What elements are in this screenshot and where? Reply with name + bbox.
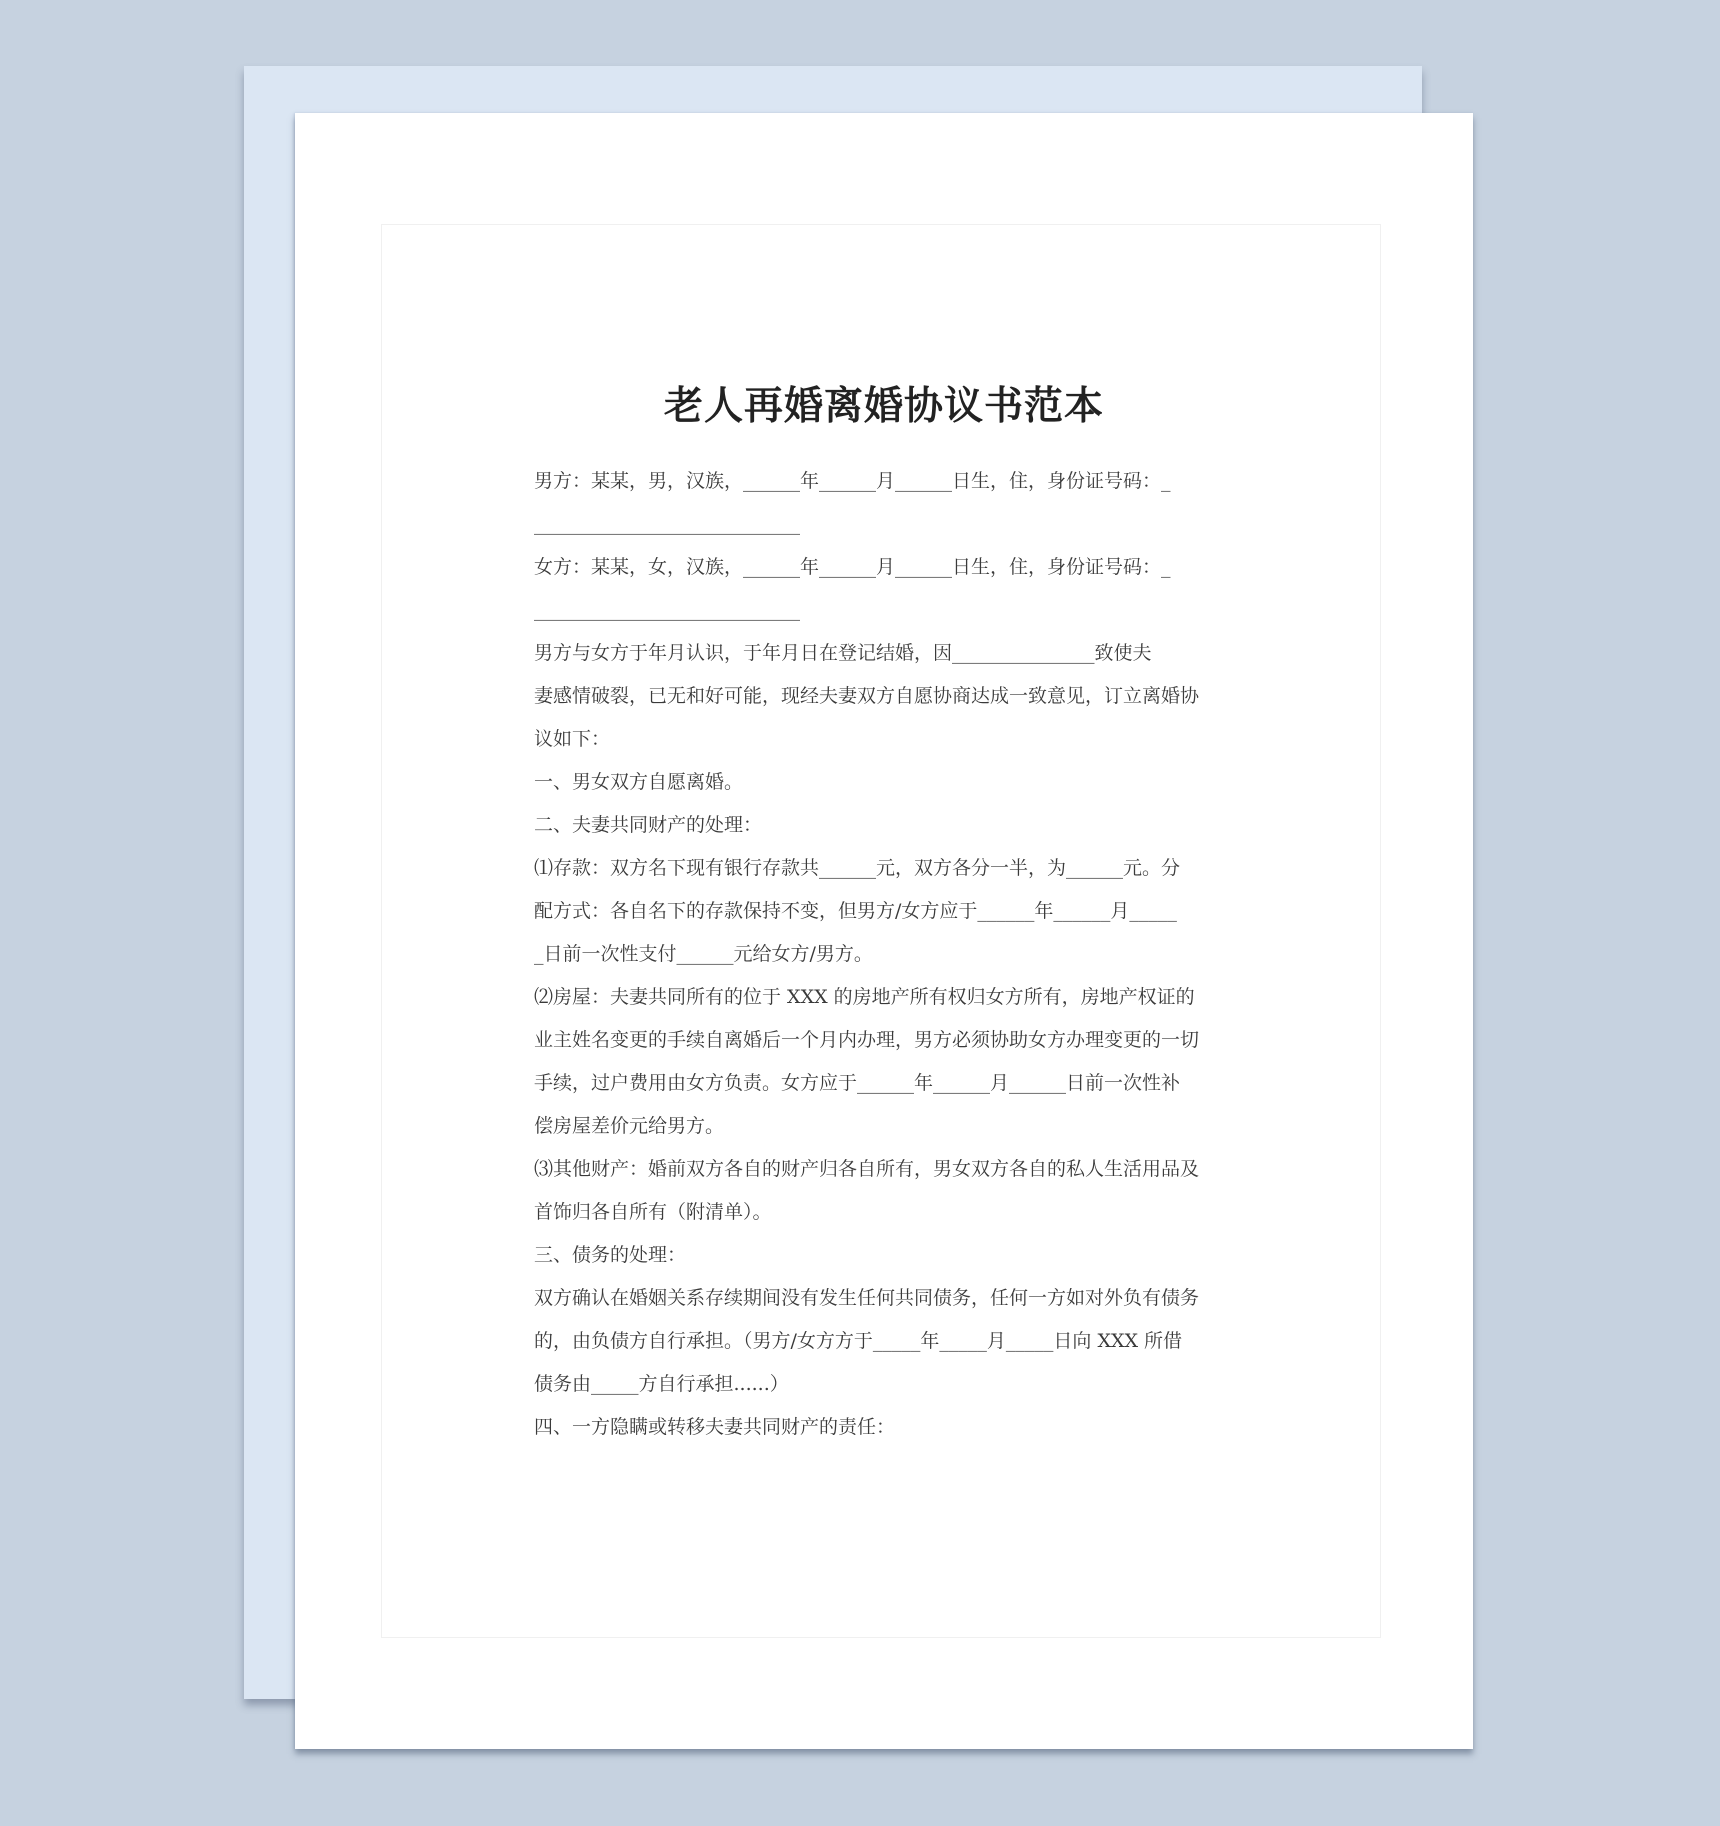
clause-2-house-line-1: ⑵房屋：夫妻共同所有的位于 XXX 的房地产所有权归女方所有，房地产权证的 [534,986,1195,1008]
clause-2-heading: 二、夫妻共同财产的处理： [534,814,763,836]
clause-2-other-line-1: ⑶其他财产：婚前双方各自的财产归各自所有，男女双方各自的私人生活用品及 [534,1158,1200,1180]
clause-2-other-line-2: 首饰归各自所有（附清单）。 [534,1201,772,1223]
clause-3-line-3: 债务由_____方自行承担......） [534,1373,789,1395]
clause-2-house-line-2: 业主姓名变更的手续自离婚后一个月内办理，男方必须协助女方办理变更的一切 [534,1029,1200,1051]
preamble-line-3: 议如下： [534,728,611,750]
document-title: 老人再婚离婚协议书范本 [663,384,1104,429]
preamble-line-2: 妻感情破裂，已无和好可能，现经夫妻双方自愿协商达成一致意见，订立离婚协 [534,685,1200,707]
clause-3-heading: 三、债务的处理： [534,1244,687,1266]
clause-1-heading: 一、男女双方自愿离婚。 [534,771,744,793]
party-male-id-blank: ____________________________ [534,513,800,535]
clause-3-line-1: 双方确认在婚姻关系存续期间没有发生任何共同债务，任何一方如对外负有债务 [534,1287,1200,1309]
clause-3-line-2: 的，由负债方自行承担。（男方/女方方于_____年_____月_____日向 XXX 所借 [534,1330,1183,1352]
document-body [534,460,1234,1449]
document-page [295,113,1473,1749]
clause-2-house-line-4: 偿房屋差价元给男方。 [534,1115,725,1137]
clause-2-deposit-line-3: _日前一次性支付______元给女方/男方。 [534,943,873,965]
clause-2-house-line-3: 手续，过户费用由女方负责。女方应于______年______月______日前一次性补 [534,1072,1181,1094]
party-male-line: 男方：某某，男，汉族，______年______月______日生，住，身份证号码：_ [534,470,1171,492]
clause-4-heading: 四、一方隐瞒或转移夫妻共同财产的责任： [534,1416,896,1438]
clause-2-deposit-line-1: ⑴存款：双方名下现有银行存款共______元，双方各分一半，为______元。分 [534,857,1181,879]
preamble-line-1: 男方与女方于年月认识，于年月日在登记结婚，因_______________致使夫 [534,642,1152,664]
party-female-line: 女方：某某，女，汉族，______年______月______日生，住，身份证号码：_ [534,556,1171,578]
clause-2-deposit-line-2: 配方式：各自名下的存款保持不变，但男方/女方应于______年______月_____ [534,900,1177,922]
party-female-id-blank: ____________________________ [534,599,800,621]
